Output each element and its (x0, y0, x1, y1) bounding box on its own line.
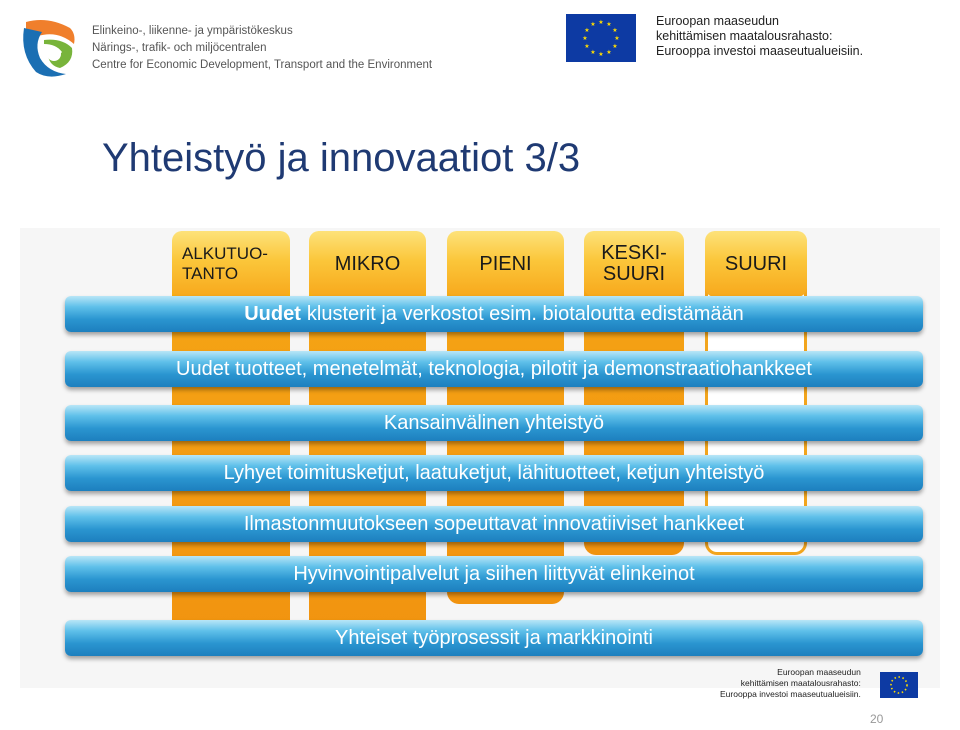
eu-fund-text (656, 14, 863, 59)
eu-line-1: Euroopan maaseudun (656, 14, 780, 28)
bar-text: Yhteiset työprosessit ja markkinointi (335, 626, 653, 649)
eu-line-2: kehittämisen maatalousrahasto: (656, 29, 833, 43)
svg-text:★: ★ (590, 21, 596, 28)
svg-text:★: ★ (614, 35, 620, 42)
bar-text: Uudet tuotteet, menetelmät, teknologia, pilotit ja demonstraatiohankkeet (176, 357, 812, 380)
bar-text: Ilmastonmuutokseen sopeuttavat innovatiiviset hankkeet (243, 512, 745, 535)
column-label: ALKUTUO- TANTO (182, 244, 268, 283)
bar-ilmastonmuutos (65, 506, 923, 542)
bar-text: klusterit ja verkostot esim. biotaloutta edistämään (306, 302, 744, 325)
column-label: SUURI (724, 252, 788, 275)
eu-flag-icon (566, 14, 636, 62)
bar-bold-text: Uudet (244, 302, 301, 325)
bar-uudet-tuotteet (65, 351, 923, 387)
bar-tyoprosessit (65, 620, 923, 656)
ely-name-sv: Närings-, trafik- och miljöcentralen (92, 42, 267, 54)
svg-text:★: ★ (606, 49, 612, 56)
bar-klusterit (65, 296, 923, 332)
svg-text:★: ★ (584, 43, 590, 50)
column-header-mikro (309, 231, 426, 297)
svg-text:★: ★ (598, 51, 604, 58)
eu-fund-text-footer (720, 667, 861, 700)
ely-name-block (92, 23, 432, 74)
ely-logo (18, 14, 80, 80)
bar-toimitusketjut (65, 455, 923, 491)
column-header-alkutuotanto (172, 231, 290, 297)
eu-flag-small-icon (880, 672, 918, 698)
column-label: KESKI- SUURI (601, 242, 667, 285)
eu-footer-line-2: kehittämisen maatalousrahasto: (740, 678, 861, 688)
bar-text: Kansainvälinen yhteistyö (383, 411, 605, 434)
column-header-pieni (447, 231, 564, 297)
svg-text:★: ★ (582, 35, 588, 42)
ely-name-en: Centre for Economic Development, Transport and the Environment (92, 59, 433, 71)
column-header-keskisuuri (584, 231, 684, 297)
svg-text:★: ★ (598, 19, 604, 26)
svg-text:★: ★ (612, 27, 618, 34)
eu-footer-line-1: Euroopan maaseudun (777, 667, 861, 677)
svg-text:★: ★ (612, 43, 618, 50)
bar-hyvinvointi (65, 556, 923, 592)
column-header-suuri (705, 231, 807, 297)
svg-text:★: ★ (584, 27, 590, 34)
ely-name-fi: Elinkeino-, liikenne- ja ympäristökeskus (92, 25, 293, 37)
svg-text:★: ★ (590, 49, 596, 56)
page-title: Yhteistyö ja innovaatiot 3/3 (102, 136, 581, 180)
column-label: MIKRO (334, 252, 401, 275)
column-label: PIENI (479, 252, 532, 275)
svg-text:★: ★ (606, 21, 612, 28)
bar-text: Lyhyet toimitusketjut, laatuketjut, lähituotteet, ketjun yhteistyö (223, 461, 765, 484)
bar-text: Hyvinvointipalvelut ja siihen liittyvät elinkeinot (293, 562, 695, 585)
bar-kansainvalinen (65, 405, 923, 441)
eu-footer-line-3: Eurooppa investoi maaseutualueisiin. (720, 689, 861, 699)
eu-line-3: Eurooppa investoi maaseutualueisiin. (656, 44, 864, 58)
page-number: 20 (870, 712, 884, 726)
